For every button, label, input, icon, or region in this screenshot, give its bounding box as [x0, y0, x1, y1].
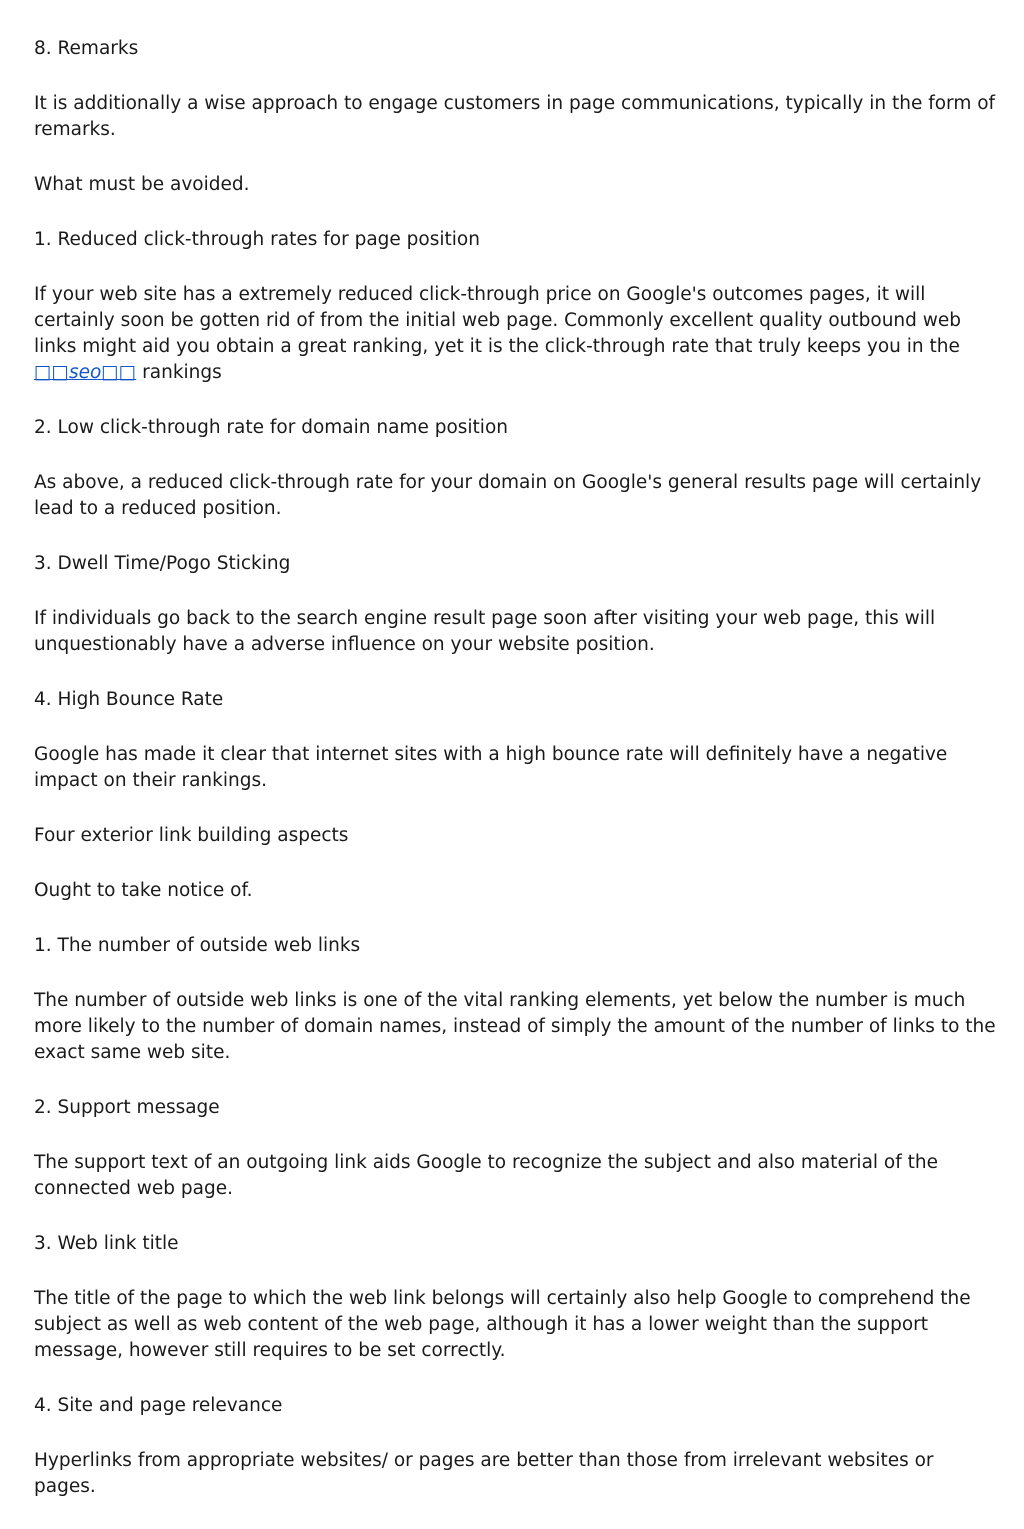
paragraph-remarks: It is additionally a wise approach to engage customers in page communications, typically in the form of remarks. [34, 93, 996, 140]
heading-outside-links: 1. The number of outside web links [34, 935, 361, 956]
paragraph-relevance: Hyperlinks from appropriate websites/ or pages are better than those from irrelevant websites or pages. [34, 1450, 934, 1497]
paragraph-outside-links: The number of outside web links is one of the vital ranking elements, yet below the number is much more likely to the number of domain names, instead of simply the amount of the number of links to the exact same web site. [34, 990, 996, 1063]
paragraph-support-message: The support text of an outgoing link aids Google to recognize the subject and also material of the connected web page. [34, 1152, 938, 1199]
paragraph-text-before-link: If your web site has a extremely reduced click-through price on Google's outcomes pages, it will certainly soon be gotten rid of from the initial web page. Commonly excellent quality outbound web links might aid you obtain a great ranking, yet it is the click-through rate that truly keeps you in the [34, 284, 962, 357]
paragraph-link-title: The title of the page to which the web link belongs will certainly also help Google to comprehend the subject as well as web content of the web page, although it has a lower weight than the support message, however still requires to be set correctly. [34, 1288, 971, 1361]
section-heading-link-building: Four exterior link building aspects [34, 825, 349, 846]
heading-dwell-time: 3. Dwell Time/Pogo Sticking [34, 553, 291, 574]
seo-link[interactable]: □□seo□□ [34, 362, 137, 383]
heading-reduced-ctr-page: 1. Reduced click-through rates for page position [34, 229, 480, 250]
heading-relevance: 4. Site and page relevance [34, 1395, 283, 1416]
document-body [34, 36, 996, 1529]
paragraph-bounce-rate: Google has made it clear that internet sites with a high bounce rate will definitely have a negative impact on their rankings. [34, 744, 948, 791]
paragraph-low-ctr-domain: As above, a reduced click-through rate for your domain on Google's general results page will certainly lead to a reduced position. [34, 472, 982, 519]
paragraph-reduced-ctr-page [34, 282, 996, 386]
section-heading-avoid: What must be avoided. [34, 174, 250, 195]
heading-link-title: 3. Web link title [34, 1233, 179, 1254]
heading-bounce-rate: 4. High Bounce Rate [34, 689, 224, 710]
section-heading-remarks: 8. Remarks [34, 38, 139, 59]
heading-support-message: 2. Support message [34, 1097, 220, 1118]
paragraph-dwell-time: If individuals go back to the search engine result page soon after visiting your web page, this will unquestionably have a adverse influence on your website position. [34, 608, 936, 655]
section-subheading-notice: Ought to take notice of. [34, 880, 253, 901]
heading-low-ctr-domain: 2. Low click-through rate for domain name position [34, 417, 508, 438]
paragraph-text-after-link: rankings [136, 362, 222, 383]
